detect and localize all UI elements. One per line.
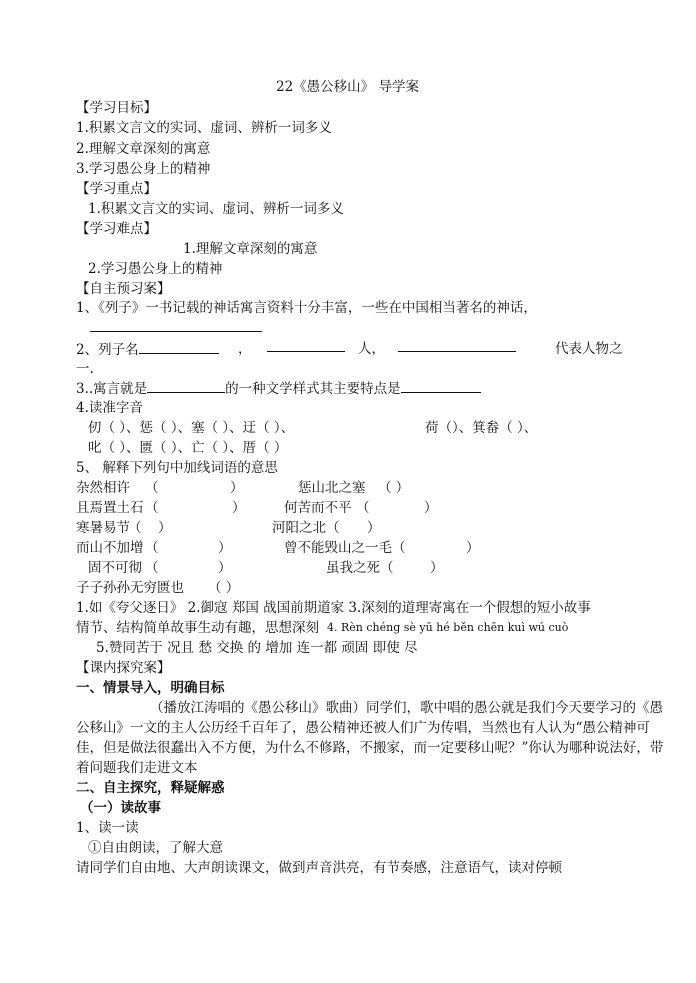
pinyin-item: 仞（ ） (88, 420, 127, 436)
section-1-heading: 一、情景导入，明确目标 (76, 680, 225, 696)
blank-name (139, 339, 219, 354)
title: 22《愚公移山》 导学案 (276, 79, 419, 95)
preview-heading: 【自主预习案】 (76, 281, 171, 297)
intro-para-3: 佳，但是做法很蠢出入不方便，为什么不修路，不搬家，而一定要移山呢？”你认为哪种说法好，带 (76, 740, 664, 756)
intro-para-4: 着问题我们走进文本 (76, 760, 198, 776)
pinyin-item: 、惩（ ） (126, 420, 178, 436)
read-step-1: 1、读一读 (76, 820, 139, 836)
preview-q3 (76, 378, 481, 399)
q5-row2-rp: ） (232, 500, 246, 516)
blank-origin (267, 351, 345, 352)
q5-row1-lp: （ (145, 480, 159, 496)
goal-item-1: 1.积累文言文的实词、虚词、辨析一词多义 (76, 120, 332, 136)
q5-row1-right: 惩山北之塞 (298, 480, 366, 496)
goals-heading: 【学习目标】 (76, 100, 157, 116)
q5-row4-lp: （ (145, 540, 159, 556)
q5-row2-lp: （ (145, 500, 159, 516)
q5-row2-right: 何苦而不平 (284, 500, 352, 516)
goal-item-2: 2.理解文章深刻的寓意 (76, 141, 211, 157)
pinyin-item: 、厝（ ） (229, 440, 288, 456)
answer-pinyin: 4. Rèn chéng sè yū hé běn chēn kuì wú cuò (327, 621, 569, 634)
preview-q4: 4.读准字音 (76, 400, 143, 416)
read-step-1b: 请同学们自由地、大声朗读课文，做到声音洪亮，有节奏感，注意语气，读对停顿 (76, 860, 562, 876)
q5-row2-left: 且焉置土石 (76, 500, 144, 516)
q5-row4-rp2: ） (466, 540, 480, 556)
difficulty-item-1: 1.理解文章深刻的寓意 (183, 241, 318, 257)
q5-last-paren: （ ） (208, 580, 240, 596)
pinyin-item: 、匮（ ） (126, 440, 178, 456)
blank-school (398, 351, 516, 352)
pinyin-item: 、迂（ ） (229, 420, 281, 436)
q5-row1-rp: ） (230, 480, 244, 496)
pinyin-item: 叱（ ） (88, 440, 127, 456)
pinyin-item: 、 (523, 420, 538, 436)
q5-row4-lp2: （ (392, 540, 406, 556)
q4-row1-b (425, 418, 537, 438)
pinyin-item: 、亡（ ） (177, 440, 230, 456)
section-2-heading: 二、自主探究，释疑解惑 (76, 780, 225, 796)
q5-last: 子子孙孙无穷匮也 (76, 580, 184, 596)
answer-line-2: 情节、结构简单故事生动有趣，思想深刻 (76, 620, 319, 636)
intro-para-1: （播放江涛唱的《愚公移山》歌曲）同学们，歌中唱的愚公就是我们今天要学习的《愚 (150, 700, 663, 716)
q5-row3-rp2: ） (367, 520, 381, 536)
q5-row3-rp: ） (158, 520, 172, 536)
q5-row5-rp: ） (218, 560, 232, 576)
q5-row1-left: 杂然相许 (76, 480, 130, 496)
q5-row3-left: 寒暑易节 (76, 520, 130, 536)
q5-row5-lp2: （ (380, 560, 394, 576)
q2-label: 2、列子名 (76, 342, 139, 358)
q3-mid: 的一种文学样式其主要特点是 (225, 381, 401, 397)
q3-label: 3..寓言就是 (76, 381, 148, 397)
q2-rep: 代表人物之 (555, 341, 623, 357)
blank-q3-b (401, 378, 481, 393)
difficulty-heading: 【学习难点】 (76, 221, 157, 237)
q5-row1-paren: （ ） (378, 480, 410, 496)
intro-para-2: 公移山》一文的主人公历经千百年了，愚公精神还被人们广为传唱，当然也有人认为“愚公精神可 (76, 720, 650, 736)
q4-row2 (88, 438, 287, 458)
preview-q1: 1、《列子》一书记载的神话寓言资料十分丰富，一些在中国相当著名的神话， (76, 300, 537, 316)
classroom-heading: 【课内探究案】 (76, 660, 171, 676)
pinyin-item: 、塞（ ） (177, 420, 230, 436)
q5-row2-lp2: （ (356, 500, 370, 516)
goal-item-3: 3.学习愚公身上的精神 (76, 161, 211, 177)
q5-row5-right: 虽我之死 (326, 560, 380, 576)
q2-person: 人， (358, 341, 385, 357)
answer-line-3: 5.赞同苦于 况且 愁 交换 的 增加 连一都 顽固 即使 尽 (96, 640, 418, 656)
q5-row2-rp2: ） (424, 500, 438, 516)
preview-q5: 5、 解释下列句中加线词语的意思 (76, 460, 278, 476)
pinyin-item: 、 (280, 420, 295, 436)
blank-q3-a (147, 378, 225, 393)
q5-row3-lp: （ (128, 520, 142, 536)
q5-row4-rp: ） (218, 540, 232, 556)
q2-comma: ， (238, 341, 252, 357)
q5-row5-rp2: ） (430, 560, 444, 576)
q5-row3-lp2: （ (326, 520, 340, 536)
key-heading: 【学习重点】 (76, 181, 157, 197)
preview-q2 (76, 339, 219, 360)
pinyin-item: 荷（）、箕畚（ ） (425, 420, 524, 436)
q5-row3-right: 河阳之北 (272, 520, 326, 536)
blank-line-q1 (90, 331, 262, 332)
q5-row4-right: 曾不能毁山之一毛 (284, 540, 392, 556)
q5-row5-left: 固不可彻 (88, 560, 142, 576)
q5-row4-left: 而山不加增 (76, 540, 144, 556)
read-step-1a: ①自由朗读，了解大意 (88, 840, 223, 856)
key-item: 1.积累文言文的实词、虚词、辨析一词多义 (88, 201, 344, 217)
subsection-read-story: （一）读故事 (80, 800, 161, 816)
difficulty-item-2: 2.学习愚公身上的精神 (88, 261, 223, 277)
q4-row1 (88, 418, 294, 438)
answer-line-1: 1.如《夸父逐日》 2.御寇 郑国 战国前期道家 3.深刻的道理寄寓在一个假想的短小故事 (76, 600, 591, 616)
q2-end: 一. (76, 361, 94, 377)
q5-row5-lp: （ (145, 560, 159, 576)
